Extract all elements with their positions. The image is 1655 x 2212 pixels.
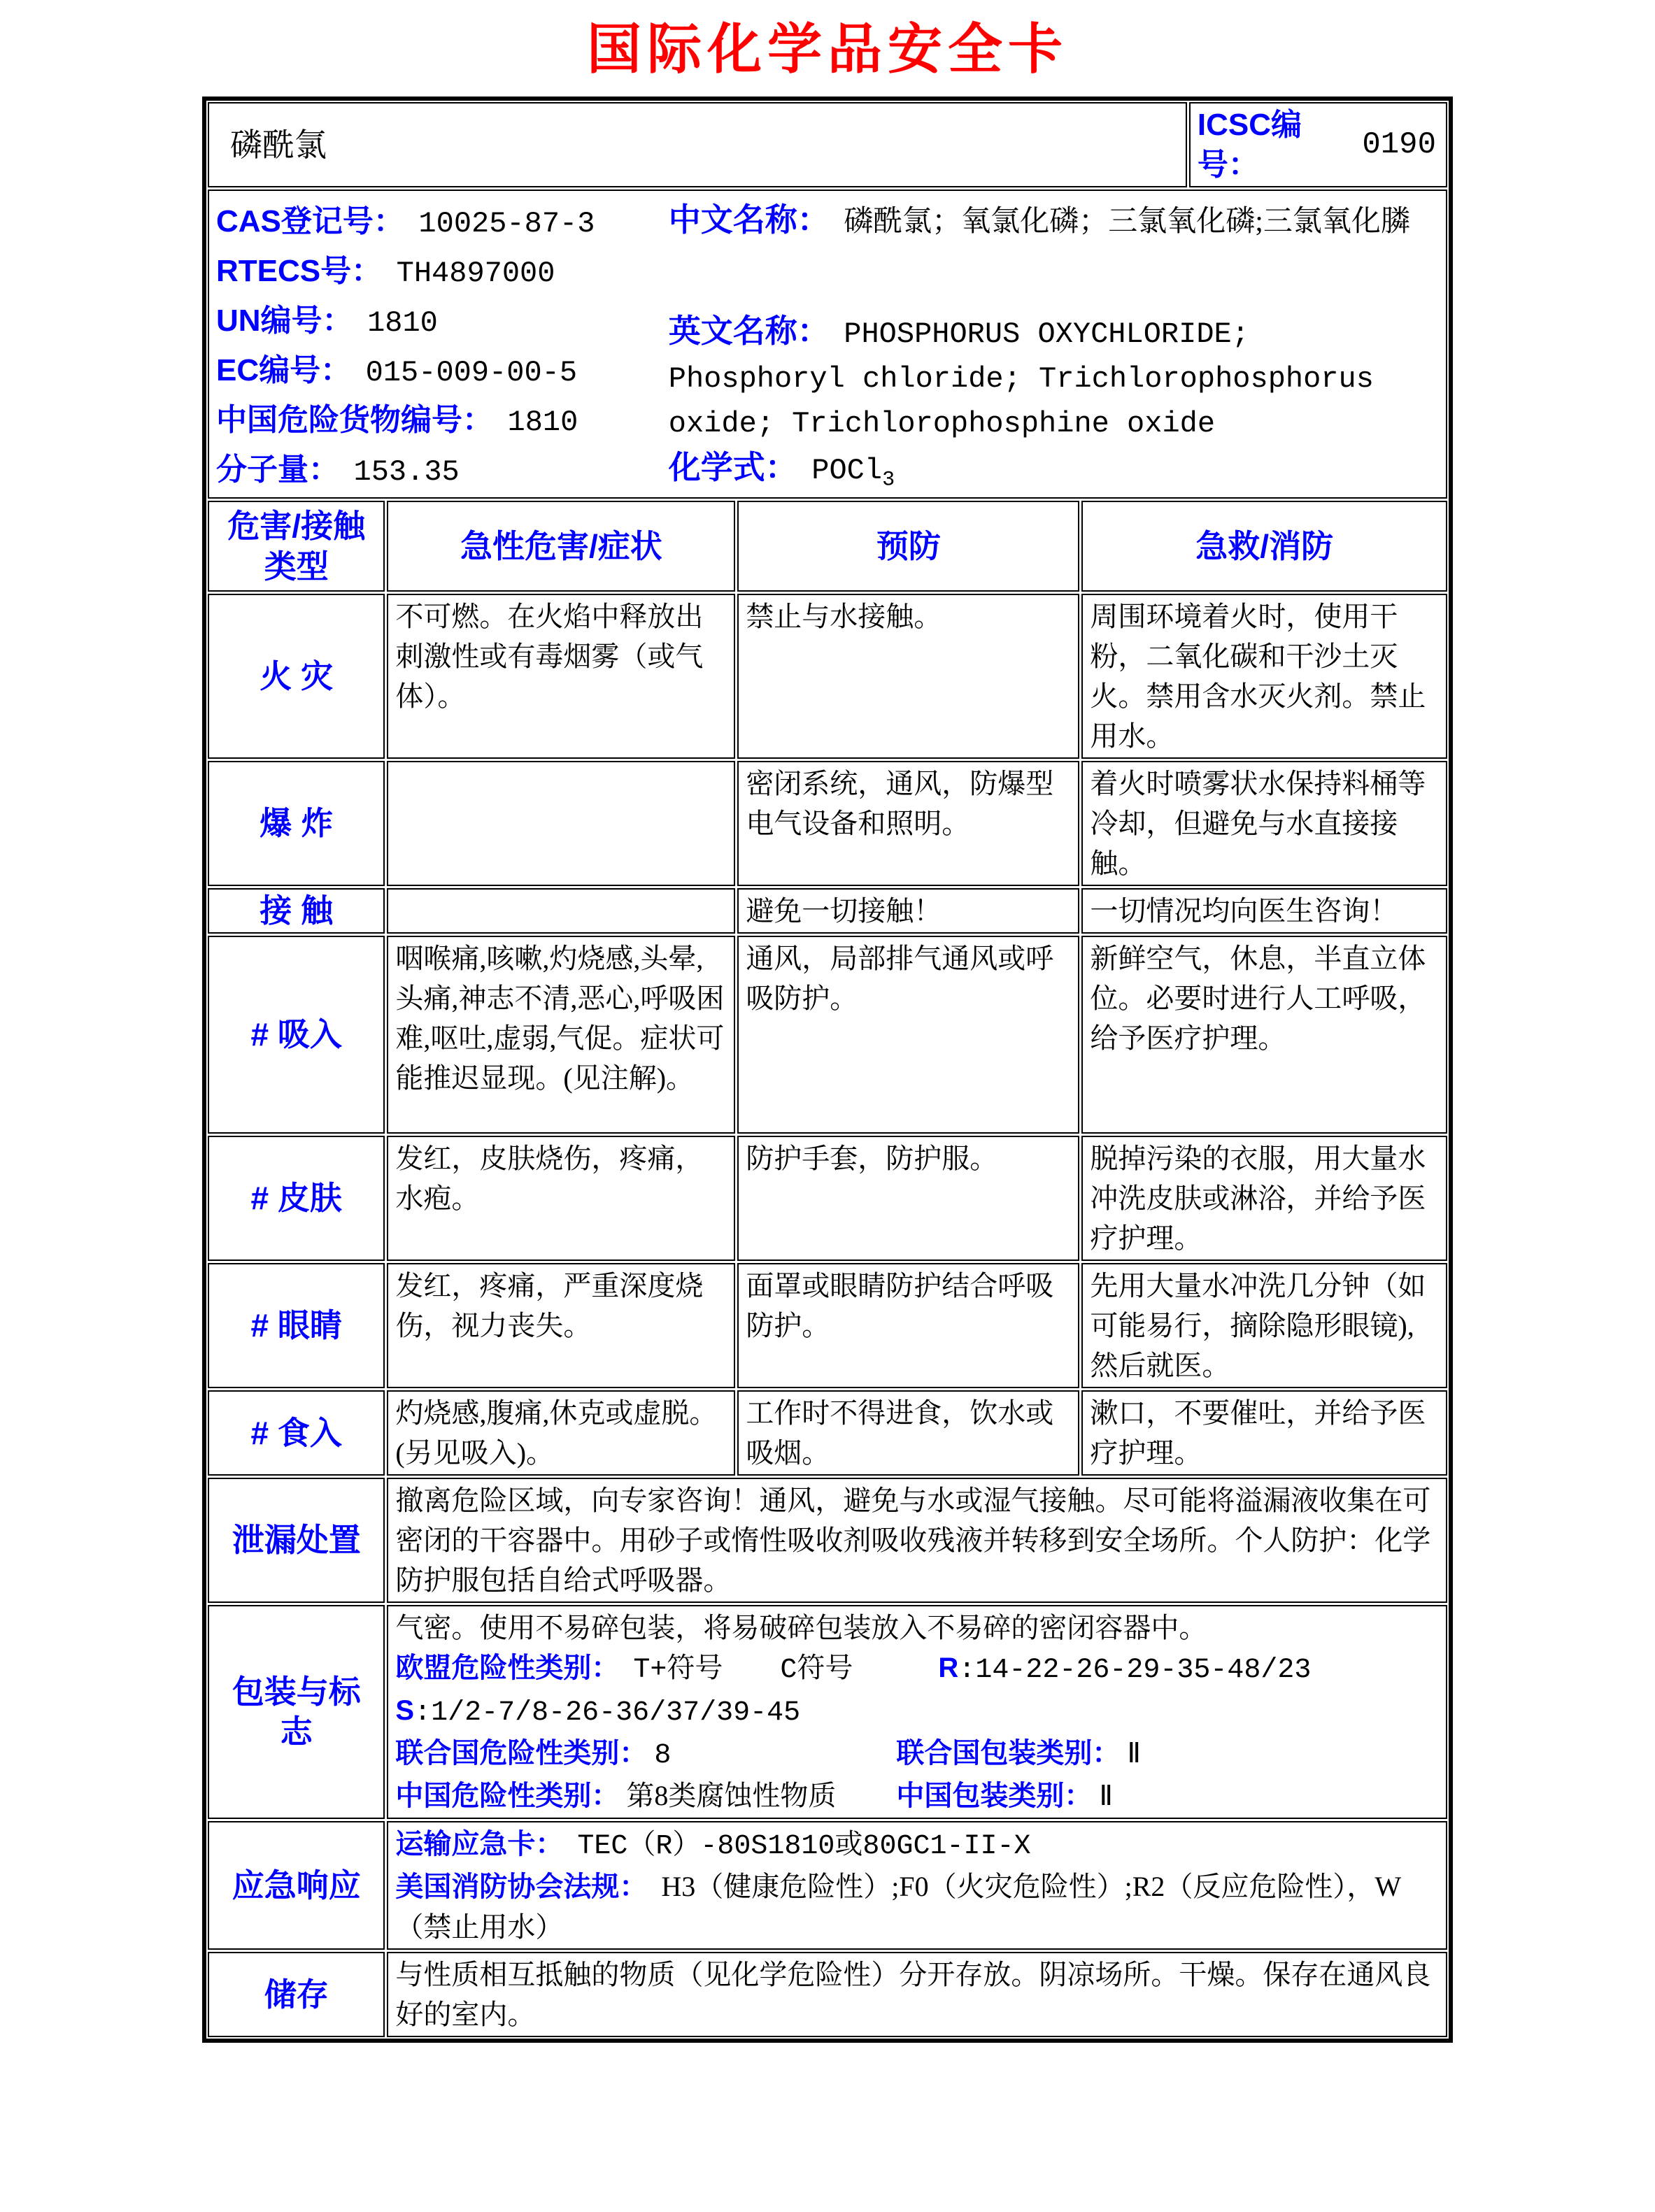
inhalation-symptoms: 咽喉痛,咳嗽,灼烧感,头晕,头痛,神志不清,恶心,呼吸困难,呕吐,虚弱,气促。症状可能推迟显现。(见注解)。 [387,936,735,1134]
cas-value: 10025-87-3 [418,207,595,241]
icsc-number-cell [1189,102,1447,187]
ingestion-symptoms: 灼烧感,腹痛,休克或虚脱。(另见吸入)。 [387,1390,735,1476]
english-name-value: PHOSPHORUS OXYCHLORIDE; Phosphoryl chloride; Trichlorophosphorus oxide; Trichlorophosphine oxide [668,317,1374,441]
inhalation-first-aid: 新鲜空气，休息，半直立体位。必要时进行人工呼吸，给予医疗护理。 [1081,936,1447,1134]
hazard-table-header [208,501,1447,592]
china-dg-label: 中国危险货物编号： [216,403,493,437]
storage-label: 储存 [208,1952,385,2037]
ingestion-type-label: # 食入 [208,1390,385,1476]
ingestion-first-aid: 漱口，不要催吐，并给予医疗护理。 [1081,1390,1447,1476]
cn-pack-label: 中国包装类别： [896,1781,1093,1811]
spill-text: 撤离危险区域，向专家咨询！通风，避免与水或湿气接触。尽可能将溢漏液收集在可密闭的干容器中。用砂子或惰性吸收剂吸收残液并转移到安全场所。个人防护：化学防护服包括自给式呼吸器。 [387,1478,1447,1603]
eyes-symptoms: 发红，疼痛，严重深度烧伤，视力丧失。 [387,1263,735,1388]
skin-prevention: 防护手套，防护服。 [737,1136,1079,1261]
fire-first-aid: 周围环境着火时，使用干粉，二氧化碳和干沙土灭火。禁用含水灭火剂。禁止用水。 [1081,594,1447,759]
row-substance [208,102,1447,187]
nfpa-line [395,1867,1439,1947]
r-phrases-label: R [938,1653,959,1683]
storage-text: 与性质相互抵触的物质（见化学危险性）分开存放。阴凉场所。干燥。保存在通风良好的室内。 [387,1952,1447,2037]
ec-label: EC编号： [216,353,352,387]
icsc-value: 0190 [1362,127,1436,162]
nfpa-value: H3（健康危险性）;F0（火灾危险性）;R2（反应危险性），W （禁止用水） [395,1871,1401,1943]
formula-label: 化学式： [668,449,797,485]
ec-value: 015-009-00-5 [365,356,578,390]
nfpa-label: 美国消防协会法规： [395,1871,648,1902]
china-dg-value: 1810 [507,406,578,439]
molecular-weight-value: 153.35 [353,455,460,489]
contact-symptoms [387,888,735,934]
skin-first-aid: 脱掉污染的衣服，用大量水冲洗皮肤或淋浴，并给予医疗护理。 [1081,1136,1447,1261]
eyes-prevention: 面罩或眼睛防护结合呼吸防护。 [737,1263,1079,1388]
contact-first-aid: 一切情况均向医生咨询！ [1081,888,1447,934]
un-pack-value: Ⅱ [1127,1737,1142,1769]
header-acute-symptoms: 急性危害/症状 [387,501,735,592]
chinese-name-label: 中文名称： [668,201,830,238]
packaging-general-line: 气密。使用不易碎包装，将易破碎包装放入不易碎的密闭容器中。 [395,1612,1207,1643]
skin-symptoms: 发红，皮肤烧伤，疼痛，水疱。 [387,1136,735,1261]
row-identifiers [208,190,1447,499]
cn-class-label: 中国危险性类别： [395,1781,620,1811]
un-class-value: 8 [654,1740,672,1771]
safety-card-table [202,97,1453,2043]
row-ingestion [208,1390,1447,1476]
header-first-aid: 急救/消防 [1081,501,1447,592]
spill-label: 泄漏处置 [208,1478,385,1603]
row-inhalation [208,936,1447,1134]
substance-name: 磷酰氯 [208,102,1187,187]
tec-line [395,1824,1439,1867]
packaging-content [387,1605,1447,1819]
ingestion-prevention: 工作时不得进食，饮水或吸烟。 [737,1390,1079,1476]
fire-type-label: 火 灾 [208,594,385,759]
english-name-line [669,309,1439,445]
row-storage [208,1952,1447,2037]
tec-label: 运输应急卡： [395,1829,564,1860]
chinese-name-value: 磷酰氯；氧氯化磷；三氯氧化磷;三氯氧化膦 [844,206,1410,238]
contact-prevention: 避免一切接触！ [737,888,1079,934]
packaging-cn-line [395,1776,1439,1816]
rtecs-label: RTECS号： [216,254,383,288]
icsc-label: ICSC编号： [1197,108,1302,182]
page-title: 国际化学品安全卡 [586,18,1068,80]
cas-number-line [216,198,669,248]
ec-number-line [216,347,669,397]
rtecs-value: TH4897000 [396,257,555,290]
un-number-line [216,297,669,347]
row-eyes [208,1263,1447,1388]
cn-class-value: 第8类腐蚀性物质 [626,1780,837,1811]
fire-symptoms: 不可燃。在火焰中释放出刺激性或有毒烟雾（或气体）。 [387,594,735,759]
un-value: 1810 [367,306,438,340]
row-spill-disposal [208,1478,1447,1603]
inhalation-type-label: # 吸入 [208,936,385,1134]
inhalation-prevention: 通风，局部排气通风或呼吸防护。 [737,936,1079,1134]
row-emergency-response [208,1821,1447,1950]
eu-symbol-c: C符号 [780,1655,853,1686]
china-dg-number-line [216,397,669,446]
eu-class-label: 欧盟危险性类别： [395,1653,620,1683]
molecular-weight-line [216,446,669,496]
row-packaging-labelling [208,1605,1447,1819]
un-pack-label: 联合国包装类别： [896,1738,1121,1769]
cn-pack-value: Ⅱ [1099,1780,1114,1811]
skin-type-label: # 皮肤 [208,1136,385,1261]
cas-label: CAS登记号： [216,204,404,238]
row-fire [208,594,1447,759]
explosion-type-label: 爆 炸 [208,761,385,886]
row-skin [208,1136,1447,1261]
explosion-first-aid: 着火时喷雾状水保持料桶等冷却，但避免与水直接接触。 [1081,761,1447,886]
packaging-label: 包装与标志 [208,1605,385,1819]
header-hazard-type: 危害/接触 类型 [208,501,385,592]
formula-value: POCl$_3$ [811,454,895,492]
names-block [669,198,1439,496]
identifiers-cell [208,190,1447,499]
fire-prevention: 禁止与水接触。 [737,594,1079,759]
eyes-first-aid: 先用大量水冲洗几分钟（如可能易行，摘除隐形眼镜),然后就医。 [1081,1263,1447,1388]
emergency-content [387,1821,1447,1950]
header-prevention: 预防 [737,501,1079,592]
row-explosion [208,761,1447,886]
molecular-weight-label: 分子量： [216,452,339,487]
contact-type-label: 接 触 [208,888,385,934]
explosion-symptoms [387,761,735,886]
s-phrases-label: S [395,1695,415,1726]
packaging-s-line [395,1690,1439,1733]
eyes-type-label: # 眼睛 [208,1263,385,1388]
r-phrases-value: :14-22-26-29-35-48/23 [958,1655,1312,1686]
identifier-list [216,198,669,496]
un-class-label: 联合国危险性类别： [395,1738,648,1769]
packaging-eu-line [395,1648,1439,1690]
packaging-un-line [395,1733,1439,1776]
un-label: UN编号： [216,304,353,338]
row-contact [208,888,1447,934]
emergency-label: 应急响应 [208,1821,385,1950]
tec-value: TEC（R）-80S1810或80GC1-II-X [577,1831,1031,1862]
rtecs-number-line [216,248,669,297]
explosion-prevention: 密闭系统，通风，防爆型电气设备和照明。 [737,761,1079,886]
formula-line [669,445,1439,492]
eu-symbol-tplus: T+符号 [633,1655,723,1686]
s-phrases-value: :1/2-7/8-26-36/37/39-45 [414,1697,801,1729]
chinese-name-line [669,198,1439,243]
english-name-label: 英文名称： [668,313,830,349]
